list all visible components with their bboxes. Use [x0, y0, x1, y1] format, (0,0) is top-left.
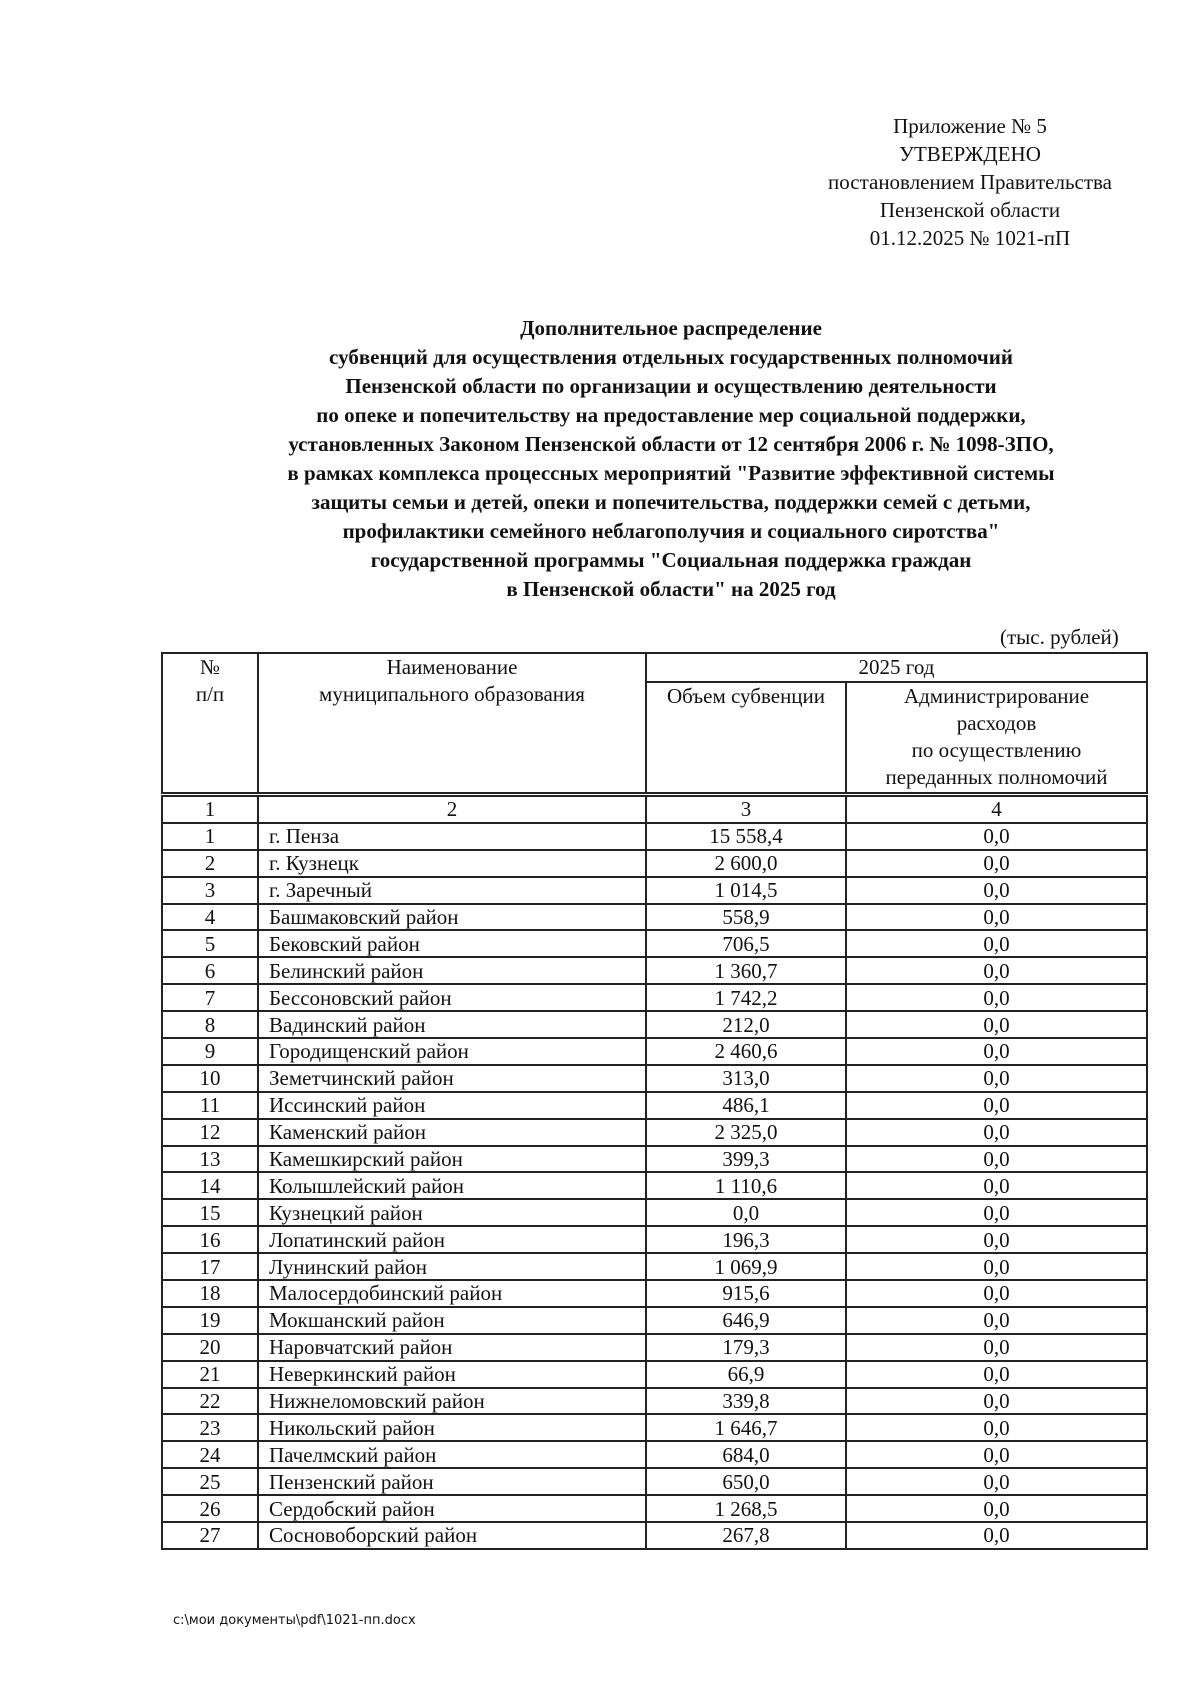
table-row [162, 957, 1147, 984]
municipality-name: Башмаковский район [258, 904, 646, 931]
admin-expenses: 0,0 [846, 904, 1147, 931]
admin-expenses: 0,0 [846, 1468, 1147, 1495]
municipality-name: Иссинский район [258, 1092, 646, 1119]
row-number: 24 [162, 1441, 258, 1468]
municipality-name: г. Кузнецк [258, 850, 646, 877]
data-table [161, 795, 1148, 1550]
municipality-name: Земетчинский район [258, 1065, 646, 1092]
row-number: 26 [162, 1495, 258, 1522]
row-number: 17 [162, 1253, 258, 1280]
row-number: 27 [162, 1522, 258, 1549]
subvention-volume: 650,0 [646, 1468, 846, 1495]
table-row [162, 1280, 1147, 1307]
admin-expenses: 0,0 [846, 984, 1147, 1011]
table-row [162, 1468, 1147, 1495]
subvention-volume: 1 742,2 [646, 984, 846, 1011]
admin-expenses: 0,0 [846, 1199, 1147, 1226]
table-row [162, 1092, 1147, 1119]
subvention-volume: 1 360,7 [646, 957, 846, 984]
admin-expenses: 0,0 [846, 1414, 1147, 1441]
row-number: 2 [162, 850, 258, 877]
subvention-volume: 1 646,7 [646, 1414, 846, 1441]
title-line: в рамках комплекса процессных мероприятий "Развитие эффективной системы [287, 461, 1055, 485]
subvention-volume: 212,0 [646, 1011, 846, 1038]
subvention-volume: 915,6 [646, 1280, 846, 1307]
municipality-name: Никольский район [258, 1414, 646, 1441]
municipality-name: Кузнецкий район [258, 1199, 646, 1226]
subvention-volume: 196,3 [646, 1226, 846, 1253]
column-number: 4 [846, 796, 1147, 823]
column-number: 1 [162, 796, 258, 823]
row-number: 13 [162, 1146, 258, 1173]
municipality-name: Вадинский район [258, 1011, 646, 1038]
admin-expenses: 0,0 [846, 1038, 1147, 1065]
row-number: 4 [162, 904, 258, 931]
header-admin-line1: Администрирование [903, 684, 1090, 708]
table-row [162, 904, 1147, 931]
row-number: 6 [162, 957, 258, 984]
header-admin-line4: переданных полномочий [885, 765, 1108, 789]
municipality-name: Бековский район [258, 930, 646, 957]
approval-block [760, 112, 1180, 252]
admin-expenses: 0,0 [846, 1334, 1147, 1361]
subvention-volume: 267,8 [646, 1522, 846, 1549]
subvention-volume: 1 110,6 [646, 1172, 846, 1199]
table-row [162, 850, 1147, 877]
title-line: установленных Законом Пензенской области от 12 сентября 2006 г. № 1098-ЗПО, [288, 432, 1054, 456]
municipality-name: Камешкирский район [258, 1146, 646, 1173]
admin-expenses: 0,0 [846, 1280, 1147, 1307]
subvention-volume: 399,3 [646, 1146, 846, 1173]
subvention-volume: 179,3 [646, 1334, 846, 1361]
column-number: 2 [258, 796, 646, 823]
row-number: 14 [162, 1172, 258, 1199]
row-number: 10 [162, 1065, 258, 1092]
table-row [162, 984, 1147, 1011]
approved-label: УТВЕРЖДЕНО [899, 142, 1041, 166]
units-label: (тыс. рублей) [1000, 625, 1119, 649]
table-row [162, 1199, 1147, 1226]
admin-expenses: 0,0 [846, 850, 1147, 877]
table-row [162, 1226, 1147, 1253]
admin-expenses: 0,0 [846, 1522, 1147, 1549]
row-number: 15 [162, 1199, 258, 1226]
admin-expenses: 0,0 [846, 930, 1147, 957]
header-name [258, 653, 646, 793]
header-admin-line2: расходов [956, 711, 1037, 735]
municipality-name: Наровчатский район [258, 1334, 646, 1361]
table-header [161, 652, 1148, 794]
municipality-name: Пачелмский район [258, 1441, 646, 1468]
table-row [162, 1011, 1147, 1038]
municipality-name: Сосновоборский район [258, 1522, 646, 1549]
admin-expenses: 0,0 [846, 1388, 1147, 1415]
resolution-date-number: 01.12.2025 № 1021-пП [869, 226, 1071, 250]
table-row [162, 1414, 1147, 1441]
title-line: защиты семьи и детей, опеки и попечительства, поддержки семей с детьми, [311, 490, 1031, 514]
admin-expenses: 0,0 [846, 1226, 1147, 1253]
table-row [162, 1522, 1147, 1549]
appendix-number: Приложение № 5 [893, 114, 1047, 138]
subvention-volume: 15 558,4 [646, 823, 846, 850]
admin-expenses: 0,0 [846, 1146, 1147, 1173]
document-title [150, 314, 1192, 604]
row-number: 18 [162, 1280, 258, 1307]
admin-expenses: 0,0 [846, 1065, 1147, 1092]
municipality-name: Мокшанский район [258, 1307, 646, 1334]
municipality-name: Сердобский район [258, 1495, 646, 1522]
title-line: профилактики семейного неблагополучия и социального сиротства" [342, 519, 1000, 543]
header-number-line2: п/п [195, 682, 225, 706]
admin-expenses: 0,0 [846, 1441, 1147, 1468]
row-number: 16 [162, 1226, 258, 1253]
subvention-volume: 1 014,5 [646, 877, 846, 904]
admin-expenses: 0,0 [846, 1495, 1147, 1522]
admin-expenses: 0,0 [846, 1119, 1147, 1146]
title-line: государственной программы "Социальная поддержка граждан [370, 548, 972, 572]
municipality-name: Малосердобинский район [258, 1280, 646, 1307]
header-name-line2: муниципального образования [319, 682, 585, 706]
header-admin-line3: по осуществлению [911, 738, 1082, 762]
municipality-name: Каменский район [258, 1119, 646, 1146]
table-row [162, 823, 1147, 850]
admin-expenses: 0,0 [846, 1172, 1147, 1199]
subvention-volume: 2 325,0 [646, 1119, 846, 1146]
subvention-volume: 486,1 [646, 1092, 846, 1119]
subvention-volume: 339,8 [646, 1388, 846, 1415]
table-row [162, 1334, 1147, 1361]
admin-expenses: 0,0 [846, 1253, 1147, 1280]
subvention-volume: 313,0 [646, 1065, 846, 1092]
table-row [162, 1172, 1147, 1199]
subvention-volume: 2 600,0 [646, 850, 846, 877]
admin-expenses: 0,0 [846, 1307, 1147, 1334]
admin-expenses: 0,0 [846, 957, 1147, 984]
table-row [162, 1253, 1147, 1280]
column-numbers-row [162, 796, 1147, 823]
row-number: 1 [162, 823, 258, 850]
municipality-name: Белинский район [258, 957, 646, 984]
column-number: 3 [646, 796, 846, 823]
file-path-footer: c:\мои документы\pdf\1021-пп.docx [173, 1613, 416, 1628]
municipality-name: Городищенский район [258, 1038, 646, 1065]
municipality-name: Пензенский район [258, 1468, 646, 1495]
title-line: по опеке и попечительству на предоставление мер социальной поддержки, [316, 403, 1026, 427]
row-number: 7 [162, 984, 258, 1011]
municipality-name: г. Заречный [258, 877, 646, 904]
subvention-volume: 706,5 [646, 930, 846, 957]
row-number: 22 [162, 1388, 258, 1415]
approved-by: постановлением Правительства [827, 170, 1112, 194]
header-name-line1: Наименование [386, 655, 518, 679]
title-line: субвенций для осуществления отдельных государственных полномочий [329, 345, 1013, 369]
row-number: 3 [162, 877, 258, 904]
subvention-volume: 1 069,9 [646, 1253, 846, 1280]
row-number: 19 [162, 1307, 258, 1334]
table-row [162, 1038, 1147, 1065]
row-number: 11 [162, 1092, 258, 1119]
municipality-name: г. Пенза [258, 823, 646, 850]
municipality-name: Бессоновский район [258, 984, 646, 1011]
table-row [162, 930, 1147, 957]
row-number: 20 [162, 1334, 258, 1361]
admin-expenses: 0,0 [846, 823, 1147, 850]
table-row [162, 1307, 1147, 1334]
row-number: 9 [162, 1038, 258, 1065]
municipality-name: Лопатинский район [258, 1226, 646, 1253]
table-row [162, 877, 1147, 904]
municipality-name: Нижнеломовский район [258, 1388, 646, 1415]
table-row [162, 1495, 1147, 1522]
subvention-volume: 1 268,5 [646, 1495, 846, 1522]
admin-expenses: 0,0 [846, 1361, 1147, 1388]
table-row [162, 1441, 1147, 1468]
table-row [162, 1146, 1147, 1173]
approved-by-region: Пензенской области [879, 198, 1061, 222]
subvention-volume: 0,0 [646, 1199, 846, 1226]
municipality-name: Колышлейский район [258, 1172, 646, 1199]
row-number: 8 [162, 1011, 258, 1038]
subvention-volume: 646,9 [646, 1307, 846, 1334]
table-row [162, 1388, 1147, 1415]
admin-expenses: 0,0 [846, 1092, 1147, 1119]
header-number [162, 653, 258, 793]
municipality-name: Неверкинский район [258, 1361, 646, 1388]
subvention-volume: 558,9 [646, 904, 846, 931]
header-volume: Объем субвенции [646, 682, 846, 793]
municipality-name: Лунинский район [258, 1253, 646, 1280]
table-row [162, 1119, 1147, 1146]
admin-expenses: 0,0 [846, 877, 1147, 904]
header-number-line1: № [199, 655, 221, 679]
subvention-volume: 684,0 [646, 1441, 846, 1468]
admin-expenses: 0,0 [846, 1011, 1147, 1038]
subvention-volume: 2 460,6 [646, 1038, 846, 1065]
row-number: 25 [162, 1468, 258, 1495]
title-line: в Пензенской области" на 2025 год [506, 577, 836, 601]
subvention-volume: 66,9 [646, 1361, 846, 1388]
row-number: 5 [162, 930, 258, 957]
title-line: Пензенской области по организации и осуществлению деятельности [345, 374, 997, 398]
row-number: 23 [162, 1414, 258, 1441]
row-number: 12 [162, 1119, 258, 1146]
table-row [162, 1361, 1147, 1388]
row-number: 21 [162, 1361, 258, 1388]
header-admin [846, 682, 1147, 793]
header-year: 2025 год [646, 653, 1147, 682]
title-line: Дополнительное распределение [520, 316, 822, 340]
table-row [162, 1065, 1147, 1092]
